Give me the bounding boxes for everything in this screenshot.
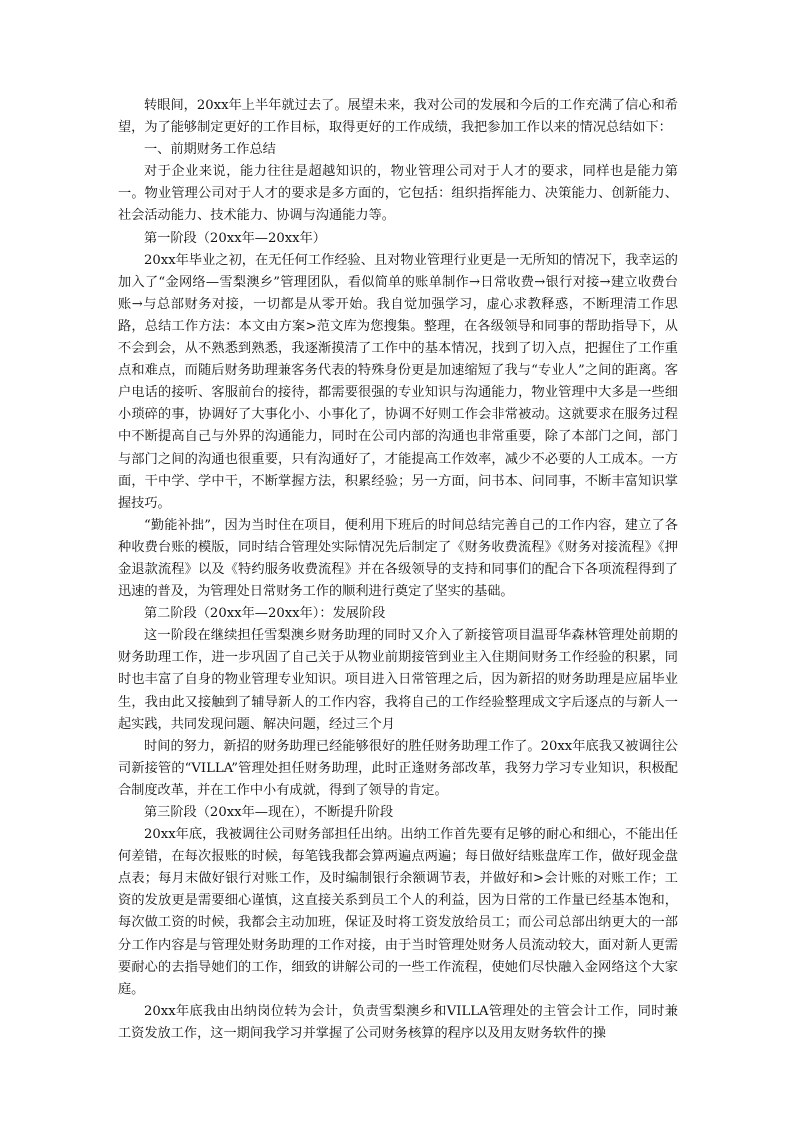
section-heading-review: 一、前期财务工作总结 <box>144 142 276 158</box>
stage-two-continued-paragraph: 时间的努力，新招的财务助理已经能够很好的胜任财务助理工作了。20xx年底我又被调往公司新接管的“VILLA”管理处担任财务助理，此时正逢财务部改革，我努力学习专业知识，积极配合制度改革，并在工作中小有成就，得到了领导的肯定。 <box>118 738 678 798</box>
stage-three-heading: 第三阶段（20xx年—现在），不断提升阶段 <box>144 805 394 820</box>
cashier-paragraph: 20xx年底，我被调往公司财务部担任出纳。出纳工作首先要有足够的耐心和细心，不能出任何差错，在每次报账的时候，每笔钱我都会算两遍点两遍；每日做好结账盘库工作，做好现金盘点表；每月末做好银行对账工作，及时编制银行余额调节表，并做好和>会计账的对账工作；工资的发放更是需要细心谨慎，这直接关系到员工个人的利益，因为日常的工作量已经基本饱和，每次做工资的时候，我都会主动加班，保证及时将工资发放给员工；而公司总部出纳更大的一部分工作内容是与管理处财务助理的工作对接，由于当时管理处财务人员流动较大，面对新人更需要耐心的去指导她们的工作，细致的讲解公司的一些工作流程，使她们尽快融入金网络这个大家庭。 <box>118 827 678 997</box>
stage-two-heading: 第二阶段（20xx年—20xx年）：发展阶段 <box>144 606 386 622</box>
diligence-paragraph: “勤能补拙”，因为当时住在项目，便利用下班后的时间总结完善自己的工作内容，建立了各种收费台账的模版，同时结合管理处实际情况先后制定了《财务收费流程》《财务对接流程》《押金退款流程》以及《特约服务收费流程》并在各级领导的支持和同事们的配合下各项流程得到了迅速的普及，为管理处日常财务工作的顺利进行奠定了坚实的基础。 <box>118 517 678 600</box>
stage-two-paragraph: 这一阶段在继续担任雪梨澳乡财务助理的同时又介入了新接管项目温哥华森林管理处前期的财务助理工作，进一步巩固了自己关于从物业前期接管到业主入住期间财务工作经验的积累，同时也丰富了自身的物业管理专业知识。项目进入日常管理之后，因为新招的财务助理是应届毕业生，我由此又接触到了辅导新人的工作内容，我将自己的工作经验整理成文字后逐点的与新人一起实践，共同发现问题、解决问题，经过三个月 <box>118 628 678 732</box>
document-body <box>118 95 678 1045</box>
abilities-paragraph: 对于企业来说，能力往往是超越知识的，物业管理公司对于人才的要求，同样也是能力第一。物业管理公司对于人才的要求是多方面的，它包括：组织指挥能力、决策能力、创新能力、社会活动能力、技术能力、协调与沟通能力等。 <box>118 164 678 224</box>
intro-paragraph: 转眼间，20xx年上半年就过去了。展望未来，我对公司的发展和今后的工作充满了信心和希望，为了能够制定更好的工作目标，取得更好的工作成绩，我把参加工作以来的情况总结如下： <box>118 98 678 136</box>
stage-one-heading: 第一阶段（20xx年—20xx年） <box>144 230 326 246</box>
accountant-paragraph: 20xx年底我由出纳岗位转为会计，负责雪梨澳乡和VILLA管理处的主管会计工作，同时兼工资发放工作，这一期间我学习并掌握了公司财务核算的程序以及用友财务软件的操 <box>118 1003 678 1041</box>
stage-one-paragraph: 20xx年毕业之初，在无任何工作经验、且对物业管理行业更是一无所知的情况下，我幸运的加入了“金网络—雪梨澳乡”管理团队，看似简单的账单制作→日常收费→银行对接→建立收费台账→与总部财务对接，一切都是从零开始。我自觉加强学习，虚心求教释惑，不断理清工作思路，总结工作方法：本文由方案>范文库为您搜集。整理，在各级领导和同事的帮助指导下，从不会到会，从不熟悉到熟悉，我逐渐摸清了工作中的基本情况，找到了切入点，把握住了工作重点和难点，而随后财务助理兼客务代表的特殊身份更是加速缩短了我与“专业人”之间的距离。客户电话的接听、客服前台的接待，都需要很强的专业知识与沟通能力，物业管理中大多是一些细小琐碎的事，协调好了大事化小、小事化了，协调不好则工作会非常被动。这就要求在服务过程中不断提高自己与外界的沟通能力，同时在公司内部的沟通也非常重要，除了本部门之间，部门与部门之间的沟通也很重要，只有沟通好了，才能提高工作效率，减少不必要的人工成本。一方面，干中学、学中干，不断掌握方法，积累经验；另一方面，问书本、问同事，不断丰富知识掌握技巧。 <box>118 252 678 511</box>
